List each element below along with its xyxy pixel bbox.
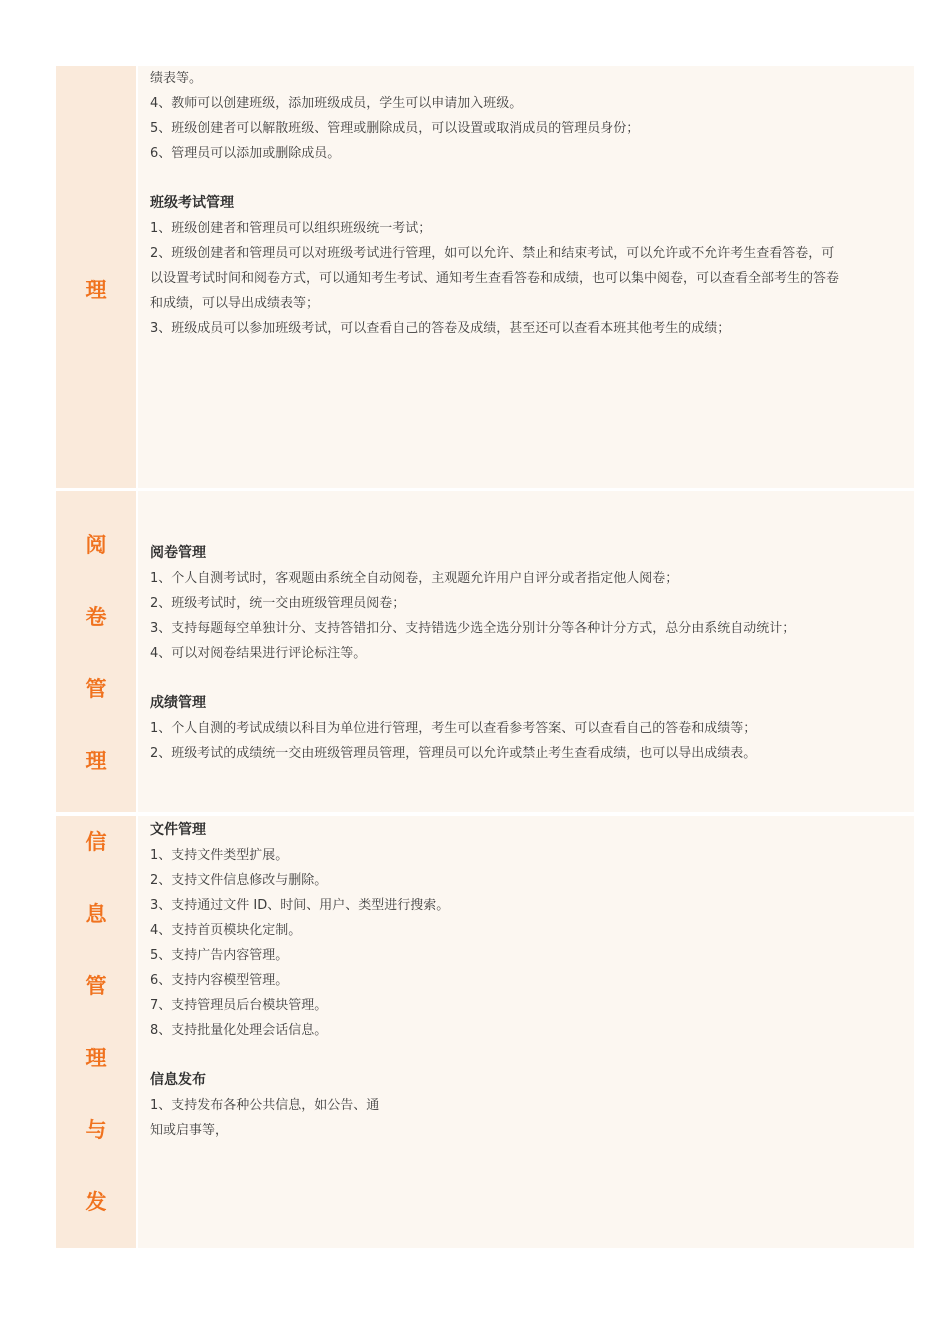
- table-row-class-management: [56, 66, 914, 488]
- list-item: 3、班级成员可以参加班级考试，可以查看自己的答卷及成绩，甚至还可以查看本班其他考生的成绩；: [150, 321, 731, 336]
- content-lines: [150, 818, 906, 1143]
- section-heading: 成绩管理: [150, 695, 206, 711]
- row-content-cell: [138, 66, 914, 488]
- row-label-cell: [56, 816, 136, 1248]
- section-heading: 信息发布: [150, 1072, 206, 1088]
- row-content-cell: [138, 816, 914, 1248]
- list-item: 和成绩，可以导出成绩表等；: [150, 296, 320, 311]
- row-label-char: 与: [85, 1118, 107, 1142]
- content-lines: [150, 541, 906, 766]
- list-item: 7、支持管理员后台模块管理。: [150, 998, 328, 1013]
- row-label-char: 信: [85, 830, 107, 854]
- list-item: 2、班级考试时，统一交由班级管理员阅卷；: [150, 596, 406, 611]
- content-lines: [150, 66, 906, 341]
- row-label-char: 发: [85, 1190, 107, 1214]
- row-label-char: 阅: [85, 533, 107, 557]
- list-item: 4、支持首页模块化定制。: [150, 923, 302, 938]
- list-item: 4、可以对阅卷结果进行评论标注等。: [150, 646, 367, 661]
- row-label-char: 息: [85, 902, 107, 926]
- row-label-char: 理: [85, 278, 107, 302]
- row-label-char: 卷: [85, 605, 107, 629]
- list-item: 1、支持发布各种公共信息，如公告、通: [150, 1098, 380, 1113]
- list-item: 2、支持文件信息修改与删除。: [150, 873, 328, 888]
- list-item: 3、支持每题每空单独计分、支持答错扣分、支持错选少选全选分别计分等各种计分方式，总分由系统自动统计；: [150, 621, 796, 636]
- row-label-char: 理: [85, 749, 107, 773]
- list-item: 6、支持内容模型管理。: [150, 973, 289, 988]
- spacer: [150, 666, 906, 691]
- list-item: 2、班级考试的成绩统一交由班级管理员管理，管理员可以允许或禁止考生查看成绩，也可以导出成绩表。: [150, 746, 757, 761]
- list-item: 知或启事等，: [150, 1123, 229, 1138]
- section-heading: 阅卷管理: [150, 545, 206, 561]
- list-item: 1、支持文件类型扩展。: [150, 848, 289, 863]
- table-row-grading-management: [56, 491, 914, 812]
- list-item: 1、个人自测的考试成绩以科目为单位进行管理，考生可以查看参考答案、可以查看自己的答卷和成绩等；: [150, 721, 757, 736]
- list-item: 4、教师可以创建班级，添加班级成员，学生可以申请加入班级。: [150, 96, 523, 111]
- row-content-cell: [138, 491, 914, 812]
- section-heading: 文件管理: [150, 822, 206, 838]
- section-heading: 班级考试管理: [150, 195, 234, 211]
- spacer: [150, 1043, 906, 1068]
- list-item: 5、班级创建者可以解散班级、管理或删除成员，可以设置或取消成员的管理员身份；: [150, 121, 640, 136]
- list-item: 以设置考试时间和阅卷方式，可以通知考生考试、通知考生查看答卷和成绩，也可以集中阅卷，可以查看全部考生的答卷: [150, 271, 840, 286]
- list-item: 1、个人自测考试时，客观题由系统全自动阅卷，主观题允许用户自评分或者指定他人阅卷；: [150, 571, 679, 586]
- row-label-char: 管: [85, 677, 107, 701]
- list-item: 6、管理员可以添加或删除成员。: [150, 146, 341, 161]
- row-label-cell: [56, 491, 136, 812]
- list-item: 8、支持批量化处理会话信息。: [150, 1023, 328, 1038]
- row-label-char: 管: [85, 974, 107, 998]
- list-item: 绩表等。: [150, 71, 203, 86]
- table-row-info-management: [56, 816, 914, 1248]
- spacer: [150, 166, 906, 191]
- list-item: 1、班级创建者和管理员可以组织班级统一考试；: [150, 221, 432, 236]
- list-item: 2、班级创建者和管理员可以对班级考试进行管理，如可以允许、禁止和结束考试，可以允许或不允许考生查看答卷，可: [150, 246, 835, 261]
- list-item: 5、支持广告内容管理。: [150, 948, 289, 963]
- list-item: 3、支持通过文件 ID、时间、用户、类型进行搜索。: [150, 898, 450, 913]
- row-label-char: 理: [85, 1046, 107, 1070]
- row-label-cell: [56, 66, 136, 488]
